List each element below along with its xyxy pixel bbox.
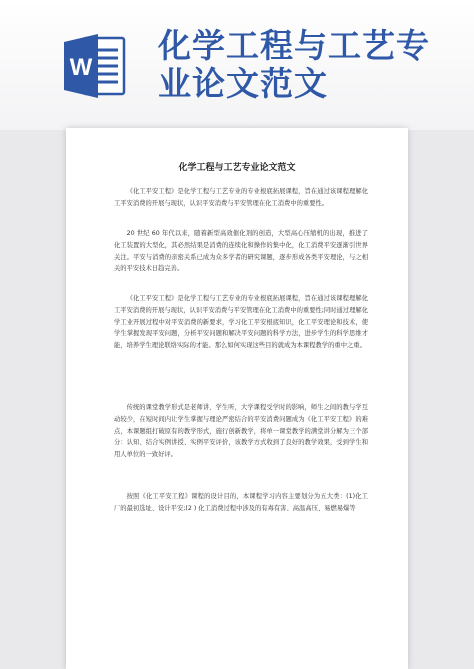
paragraph-3: 《化工平安工程》是化学工程与工艺专业的专业根底拓展课程，旨在通过该课程理解化工平安消费的开展与现状，认识平安消费与平安管理在化工消费中的重要性;同时通过理解化学工业开展过程中对平安消费的新要求，学习化工平安根底知识，化工平安理论和技术，使学生掌握发现平安问题，分析平安问题和解决平安问题的科学方法，进步学生的科学思维才能，培养学生理论联络实际的才能。那么如何实现这些目的就成为本课程教学的重中之重。 bbox=[114, 295, 368, 350]
word-icon bbox=[62, 30, 126, 102]
paragraph-1: 《化工平安工程》是化学工程与工艺专业的专业根底拓展课程，旨在通过该课程理解化工平安消费的开展与现状，认识平安消费与平安管理在化工消费中的重要性。 bbox=[114, 188, 368, 207]
paragraph-4: 传统的课堂教学形式是老师讲、学生听，大学课程受学时的影响，师生之间的教与学互动较少，在短时间内让学生掌握与理论严密结合的平安消费问题成为《化工平安工程》的难点，本课题组打破原有的教学形式，施行创新教学，将单一课堂教学的满堂讲分解为三个部分：认知、结合实例讲授、实例平安评价，该教学方式收到了良好的教学效果，受到学生和用人单位的一致好评。 bbox=[114, 404, 368, 459]
paragraph-2: 20 世纪 60 年代以来，随着新型高效催化剂的创造，大型高心压缩机的出现，推进了化工装置的大型化，其必然结果是消费的连续化和操作的集中化，化工消费平安逐渐引世界关注。平安与消费的亲密关系已成为众多学者的研究课题，逐步形成各类平安理论，与之相关的平安技术日趋完善。 bbox=[114, 230, 368, 273]
word-icon-letter: W bbox=[69, 54, 93, 81]
document-title: 化学工程与工艺专业论文范文 bbox=[178, 163, 296, 173]
banner-title: 化学工程与工艺专业论文范文 bbox=[158, 26, 430, 103]
paragraph-5: 按照《化工平安工程》课程的设计目的，本课程学习内容主要划分为五大类：(1)化工厂的最初选址、设计平安;(2 ) 化工消费过程中涉及的有毒有害、高温高压、易燃易爆等 bbox=[114, 493, 368, 512]
document-page bbox=[66, 128, 408, 669]
